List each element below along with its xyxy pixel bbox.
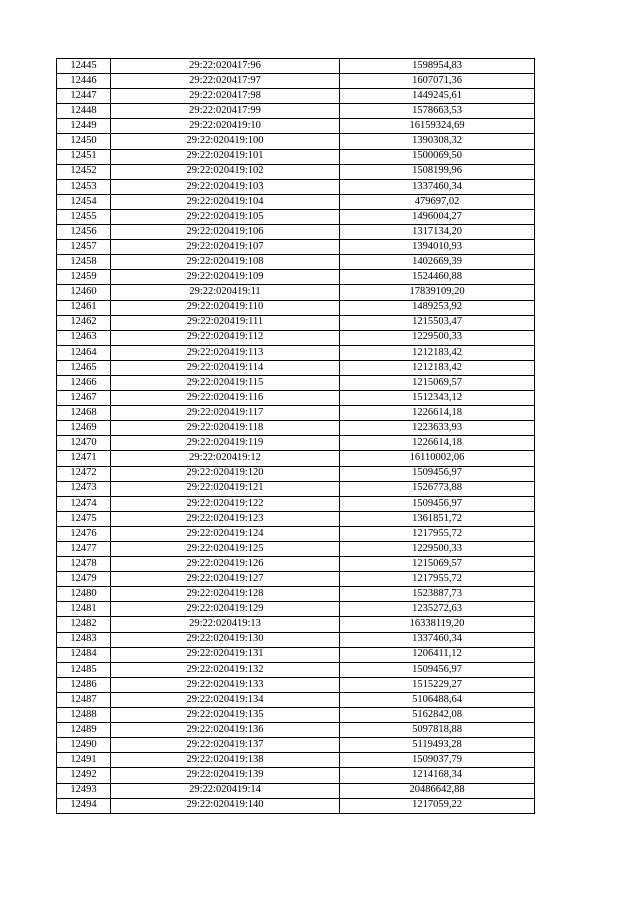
- value-cell: 479697,02: [340, 194, 535, 209]
- cadastral-number-cell: 29:22:020419:134: [111, 692, 340, 707]
- value-cell: 1489253,92: [340, 300, 535, 315]
- row-number-cell: 12460: [57, 285, 111, 300]
- cadastral-number-cell: 29:22:020419:10: [111, 119, 340, 134]
- row-number-cell: 12493: [57, 783, 111, 798]
- table-row: [57, 798, 535, 813]
- table-row: [57, 783, 535, 798]
- cadastral-number-cell: 29:22:020419:128: [111, 587, 340, 602]
- cadastral-number-cell: 29:22:020419:109: [111, 270, 340, 285]
- value-cell: 1206411,12: [340, 647, 535, 662]
- row-number-cell: 12447: [57, 89, 111, 104]
- table-row: [57, 194, 535, 209]
- value-cell: 1500069,50: [340, 149, 535, 164]
- table-row: [57, 557, 535, 572]
- table-row: [57, 330, 535, 345]
- cadastral-number-cell: 29:22:020419:108: [111, 255, 340, 270]
- value-cell: 1526773,88: [340, 481, 535, 496]
- table-row: [57, 391, 535, 406]
- row-number-cell: 12450: [57, 134, 111, 149]
- value-cell: 1509456,97: [340, 496, 535, 511]
- row-number-cell: 12465: [57, 360, 111, 375]
- row-number-cell: 12481: [57, 602, 111, 617]
- value-cell: 1235272,63: [340, 602, 535, 617]
- row-number-cell: 12473: [57, 481, 111, 496]
- table-row: [57, 270, 535, 285]
- value-cell: 1496004,27: [340, 209, 535, 224]
- value-cell: 1215069,57: [340, 557, 535, 572]
- row-number-cell: 12476: [57, 526, 111, 541]
- value-cell: 1226614,18: [340, 406, 535, 421]
- value-cell: 1394010,93: [340, 240, 535, 255]
- cadastral-number-cell: 29:22:020419:103: [111, 179, 340, 194]
- cadastral-number-cell: 29:22:020419:139: [111, 768, 340, 783]
- value-cell: 20486642,88: [340, 783, 535, 798]
- cadastral-number-cell: 29:22:020419:125: [111, 542, 340, 557]
- cadastral-number-cell: 29:22:020419:100: [111, 134, 340, 149]
- value-cell: 1508199,96: [340, 164, 535, 179]
- table-row: [57, 451, 535, 466]
- table-row: [57, 526, 535, 541]
- cadastral-number-cell: 29:22:020419:115: [111, 375, 340, 390]
- row-number-cell: 12466: [57, 375, 111, 390]
- cadastral-number-cell: 29:22:020419:110: [111, 300, 340, 315]
- value-cell: 1523887,73: [340, 587, 535, 602]
- table-row: [57, 149, 535, 164]
- table-row: [57, 617, 535, 632]
- value-cell: 1212183,42: [340, 360, 535, 375]
- cadastral-number-cell: 29:22:020419:129: [111, 602, 340, 617]
- value-cell: 1229500,33: [340, 330, 535, 345]
- cadastral-number-cell: 29:22:020419:111: [111, 315, 340, 330]
- table-row: [57, 285, 535, 300]
- value-cell: 1607071,36: [340, 74, 535, 89]
- cadastral-number-cell: 29:22:020419:133: [111, 677, 340, 692]
- cadastral-number-cell: 29:22:020417:99: [111, 104, 340, 119]
- cadastral-value-table: [56, 58, 535, 814]
- table-row: [57, 662, 535, 677]
- cadastral-number-cell: 29:22:020419:117: [111, 406, 340, 421]
- row-number-cell: 12455: [57, 209, 111, 224]
- table-row: [57, 647, 535, 662]
- cadastral-number-cell: 29:22:020419:136: [111, 723, 340, 738]
- table-row: [57, 59, 535, 74]
- value-cell: 1337460,34: [340, 632, 535, 647]
- row-number-cell: 12462: [57, 315, 111, 330]
- table-row: [57, 602, 535, 617]
- row-number-cell: 12494: [57, 798, 111, 813]
- value-cell: 1212183,42: [340, 345, 535, 360]
- value-cell: 1217955,72: [340, 572, 535, 587]
- table-row: [57, 345, 535, 360]
- row-number-cell: 12445: [57, 59, 111, 74]
- value-cell: 1578663,53: [340, 104, 535, 119]
- table-row: [57, 74, 535, 89]
- cadastral-number-cell: 29:22:020419:11: [111, 285, 340, 300]
- value-cell: 1512343,12: [340, 391, 535, 406]
- table-row: [57, 572, 535, 587]
- table-row: [57, 511, 535, 526]
- value-cell: 5162842,08: [340, 708, 535, 723]
- cadastral-number-cell: 29:22:020419:124: [111, 526, 340, 541]
- row-number-cell: 12485: [57, 662, 111, 677]
- table-row: [57, 406, 535, 421]
- row-number-cell: 12454: [57, 194, 111, 209]
- cadastral-number-cell: 29:22:020419:140: [111, 798, 340, 813]
- table-row: [57, 421, 535, 436]
- table-row: [57, 164, 535, 179]
- table-row: [57, 134, 535, 149]
- value-cell: 1390308,32: [340, 134, 535, 149]
- value-cell: 5119493,28: [340, 738, 535, 753]
- row-number-cell: 12467: [57, 391, 111, 406]
- cadastral-number-cell: 29:22:020417:96: [111, 59, 340, 74]
- value-cell: 1361851,72: [340, 511, 535, 526]
- table-row: [57, 89, 535, 104]
- table-row: [57, 466, 535, 481]
- row-number-cell: 12453: [57, 179, 111, 194]
- row-number-cell: 12484: [57, 647, 111, 662]
- table-row: [57, 360, 535, 375]
- table-row: [57, 179, 535, 194]
- table-row: [57, 692, 535, 707]
- row-number-cell: 12458: [57, 255, 111, 270]
- row-number-cell: 12478: [57, 557, 111, 572]
- cadastral-number-cell: 29:22:020419:13: [111, 617, 340, 632]
- cadastral-number-cell: 29:22:020417:98: [111, 89, 340, 104]
- value-cell: 5106488,64: [340, 692, 535, 707]
- cadastral-number-cell: 29:22:020419:104: [111, 194, 340, 209]
- row-number-cell: 12488: [57, 708, 111, 723]
- table-row: [57, 255, 535, 270]
- table-row: [57, 723, 535, 738]
- row-number-cell: 12469: [57, 421, 111, 436]
- table-row: [57, 768, 535, 783]
- value-cell: 5097818,88: [340, 723, 535, 738]
- cadastral-number-cell: 29:22:020419:127: [111, 572, 340, 587]
- value-cell: 1402669,39: [340, 255, 535, 270]
- row-number-cell: 12477: [57, 542, 111, 557]
- row-number-cell: 12489: [57, 723, 111, 738]
- table-body: [57, 59, 535, 814]
- cadastral-number-cell: 29:22:020419:113: [111, 345, 340, 360]
- cadastral-number-cell: 29:22:020419:105: [111, 209, 340, 224]
- cadastral-number-cell: 29:22:020419:138: [111, 753, 340, 768]
- table-row: [57, 225, 535, 240]
- table-row: [57, 542, 535, 557]
- table-row: [57, 240, 535, 255]
- row-number-cell: 12491: [57, 753, 111, 768]
- table-row: [57, 481, 535, 496]
- value-cell: 1509456,97: [340, 466, 535, 481]
- value-cell: 1215503,47: [340, 315, 535, 330]
- table-row: [57, 375, 535, 390]
- value-cell: 1217059,22: [340, 798, 535, 813]
- cadastral-number-cell: 29:22:020419:14: [111, 783, 340, 798]
- table-row: [57, 753, 535, 768]
- table-row: [57, 677, 535, 692]
- cadastral-number-cell: 29:22:020419:135: [111, 708, 340, 723]
- cadastral-number-cell: 29:22:020419:130: [111, 632, 340, 647]
- table-row: [57, 119, 535, 134]
- value-cell: 1214168,34: [340, 768, 535, 783]
- row-number-cell: 12474: [57, 496, 111, 511]
- row-number-cell: 12459: [57, 270, 111, 285]
- cadastral-number-cell: 29:22:020419:106: [111, 225, 340, 240]
- cadastral-number-cell: 29:22:020419:101: [111, 149, 340, 164]
- row-number-cell: 12457: [57, 240, 111, 255]
- value-cell: 1223633,93: [340, 421, 535, 436]
- cadastral-number-cell: 29:22:020417:97: [111, 74, 340, 89]
- cadastral-number-cell: 29:22:020419:107: [111, 240, 340, 255]
- table-row: [57, 315, 535, 330]
- row-number-cell: 12468: [57, 406, 111, 421]
- row-number-cell: 12490: [57, 738, 111, 753]
- table-row: [57, 738, 535, 753]
- row-number-cell: 12456: [57, 225, 111, 240]
- row-number-cell: 12486: [57, 677, 111, 692]
- value-cell: 1515229,27: [340, 677, 535, 692]
- value-cell: 1337460,34: [340, 179, 535, 194]
- cadastral-number-cell: 29:22:020419:131: [111, 647, 340, 662]
- row-number-cell: 12451: [57, 149, 111, 164]
- table-row: [57, 496, 535, 511]
- cadastral-number-cell: 29:22:020419:120: [111, 466, 340, 481]
- table-row: [57, 632, 535, 647]
- cadastral-number-cell: 29:22:020419:123: [111, 511, 340, 526]
- value-cell: 16110002,06: [340, 451, 535, 466]
- table-row: [57, 708, 535, 723]
- value-cell: 1524460,88: [340, 270, 535, 285]
- row-number-cell: 12446: [57, 74, 111, 89]
- row-number-cell: 12492: [57, 768, 111, 783]
- value-cell: 17839109,20: [340, 285, 535, 300]
- table-row: [57, 209, 535, 224]
- row-number-cell: 12479: [57, 572, 111, 587]
- row-number-cell: 12482: [57, 617, 111, 632]
- row-number-cell: 12463: [57, 330, 111, 345]
- row-number-cell: 12452: [57, 164, 111, 179]
- table-row: [57, 587, 535, 602]
- row-number-cell: 12487: [57, 692, 111, 707]
- cadastral-number-cell: 29:22:020419:122: [111, 496, 340, 511]
- cadastral-number-cell: 29:22:020419:102: [111, 164, 340, 179]
- value-cell: 16338119,20: [340, 617, 535, 632]
- value-cell: 1217955,72: [340, 526, 535, 541]
- value-cell: 16159324,69: [340, 119, 535, 134]
- row-number-cell: 12464: [57, 345, 111, 360]
- cadastral-number-cell: 29:22:020419:132: [111, 662, 340, 677]
- cadastral-number-cell: 29:22:020419:121: [111, 481, 340, 496]
- cadastral-number-cell: 29:22:020419:118: [111, 421, 340, 436]
- row-number-cell: 12475: [57, 511, 111, 526]
- row-number-cell: 12483: [57, 632, 111, 647]
- cadastral-number-cell: 29:22:020419:116: [111, 391, 340, 406]
- row-number-cell: 12449: [57, 119, 111, 134]
- row-number-cell: 12470: [57, 436, 111, 451]
- cadastral-number-cell: 29:22:020419:126: [111, 557, 340, 572]
- row-number-cell: 12461: [57, 300, 111, 315]
- table-row: [57, 436, 535, 451]
- value-cell: 1317134,20: [340, 225, 535, 240]
- cadastral-number-cell: 29:22:020419:112: [111, 330, 340, 345]
- cadastral-number-cell: 29:22:020419:12: [111, 451, 340, 466]
- row-number-cell: 12480: [57, 587, 111, 602]
- value-cell: 1598954,83: [340, 59, 535, 74]
- value-cell: 1229500,33: [340, 542, 535, 557]
- value-cell: 1226614,18: [340, 436, 535, 451]
- cadastral-number-cell: 29:22:020419:114: [111, 360, 340, 375]
- value-cell: 1509037,79: [340, 753, 535, 768]
- value-cell: 1449245,61: [340, 89, 535, 104]
- value-cell: 1215069,57: [340, 375, 535, 390]
- row-number-cell: 12471: [57, 451, 111, 466]
- cadastral-number-cell: 29:22:020419:119: [111, 436, 340, 451]
- value-cell: 1509456,97: [340, 662, 535, 677]
- table-row: [57, 300, 535, 315]
- cadastral-number-cell: 29:22:020419:137: [111, 738, 340, 753]
- table-row: [57, 104, 535, 119]
- row-number-cell: 12472: [57, 466, 111, 481]
- row-number-cell: 12448: [57, 104, 111, 119]
